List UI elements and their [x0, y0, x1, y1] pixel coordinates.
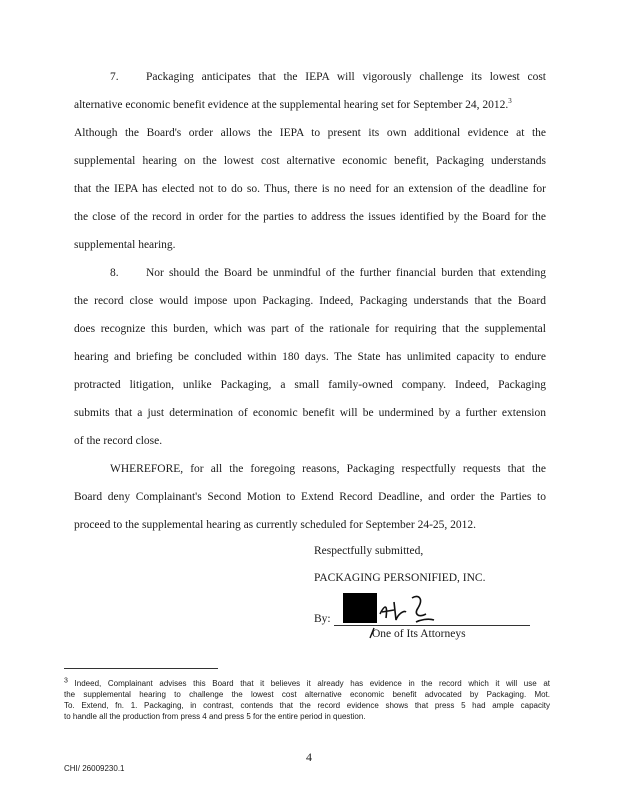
- para8-line: does recognize this burden, which was part of the rationale for requiring that the supplemental: [74, 323, 546, 335]
- para8-line: protracted litigation, unlike Packaging, a small family-owned company. Indeed, Packaging: [74, 379, 546, 391]
- footnote-line1-text: Indeed, Complainant advises this Board that it believes it already has evidence in the record which it will use at: [74, 679, 550, 688]
- footnote-separator: [64, 668, 218, 669]
- by-label: By:: [314, 613, 331, 625]
- footnote-line: the supplemental hearing to challenge the lowest cost alternative economic benefit advocated by Packaging. Mot.: [64, 690, 550, 699]
- page-number: 4: [306, 750, 312, 764]
- document-id: CHI/ 26009230.1: [64, 764, 125, 773]
- para7-line: [74, 98, 512, 112]
- para7-line: supplemental hearing.: [74, 239, 176, 251]
- footnote-line: to handle all the production from press 4 and press 5 for the entire period in question.: [64, 712, 366, 721]
- para7-line2-text: alternative economic benefit evidence at the supplemental hearing set for September 24, 2012.: [74, 99, 509, 111]
- attorney-caption: One of Its Attorneys: [372, 628, 466, 640]
- wherefore-line: Board deny Complainant's Second Motion to Extend Record Deadline, and order the Parties to: [74, 491, 546, 503]
- footnote-line: [64, 678, 550, 689]
- wherefore-line: WHEREFORE, for all the foregoing reasons, Packaging respectfully requests that the: [110, 463, 546, 475]
- para8-line: hearing and briefing be concluded within 180 days. The State has unlimited capacity to endure: [74, 351, 546, 363]
- party-name: PACKAGING PERSONIFIED, INC.: [314, 572, 486, 584]
- para8-line: Nor should the Board be unmindful of the further financial burden that extending: [146, 267, 546, 279]
- para7-line: Although the Board's order allows the IEPA to present its own additional evidence at the: [74, 127, 546, 139]
- para7-line: that the IEPA has elected not to do so. Thus, there is no need for an extension of the deadline for: [74, 183, 546, 195]
- para8-line: of the record close.: [74, 435, 163, 447]
- para7-line: the close of the record in order for the parties to address the issues identified by the Board for the: [74, 211, 546, 223]
- para8-number: 8.: [110, 267, 119, 279]
- wherefore-line: proceed to the supplemental hearing as currently scheduled for September 24-25, 2012.: [74, 519, 477, 531]
- signature-line: [334, 625, 530, 626]
- para7-line: Packaging anticipates that the IEPA will vigorously challenge its lowest cost: [146, 71, 546, 83]
- footnote-marker: 3: [64, 677, 68, 685]
- para7-line: supplemental hearing on the lowest cost alternative economic benefit, Packaging understands: [74, 155, 546, 167]
- para8-line: the record close would impose upon Packaging. Indeed, Packaging understands that the Board: [74, 295, 546, 307]
- para8-line: submits that a just determination of economic benefit will be undermined by a further extension: [74, 407, 546, 419]
- footnote-line: To. Extend, fn. 1. Packaging, in contrast, contends that the record evidence shows that press 5 had ample capacity: [64, 701, 550, 710]
- footnote-ref-marker: 3: [508, 97, 512, 106]
- closing: Respectfully submitted,: [314, 545, 424, 557]
- para7-number: 7.: [110, 71, 119, 83]
